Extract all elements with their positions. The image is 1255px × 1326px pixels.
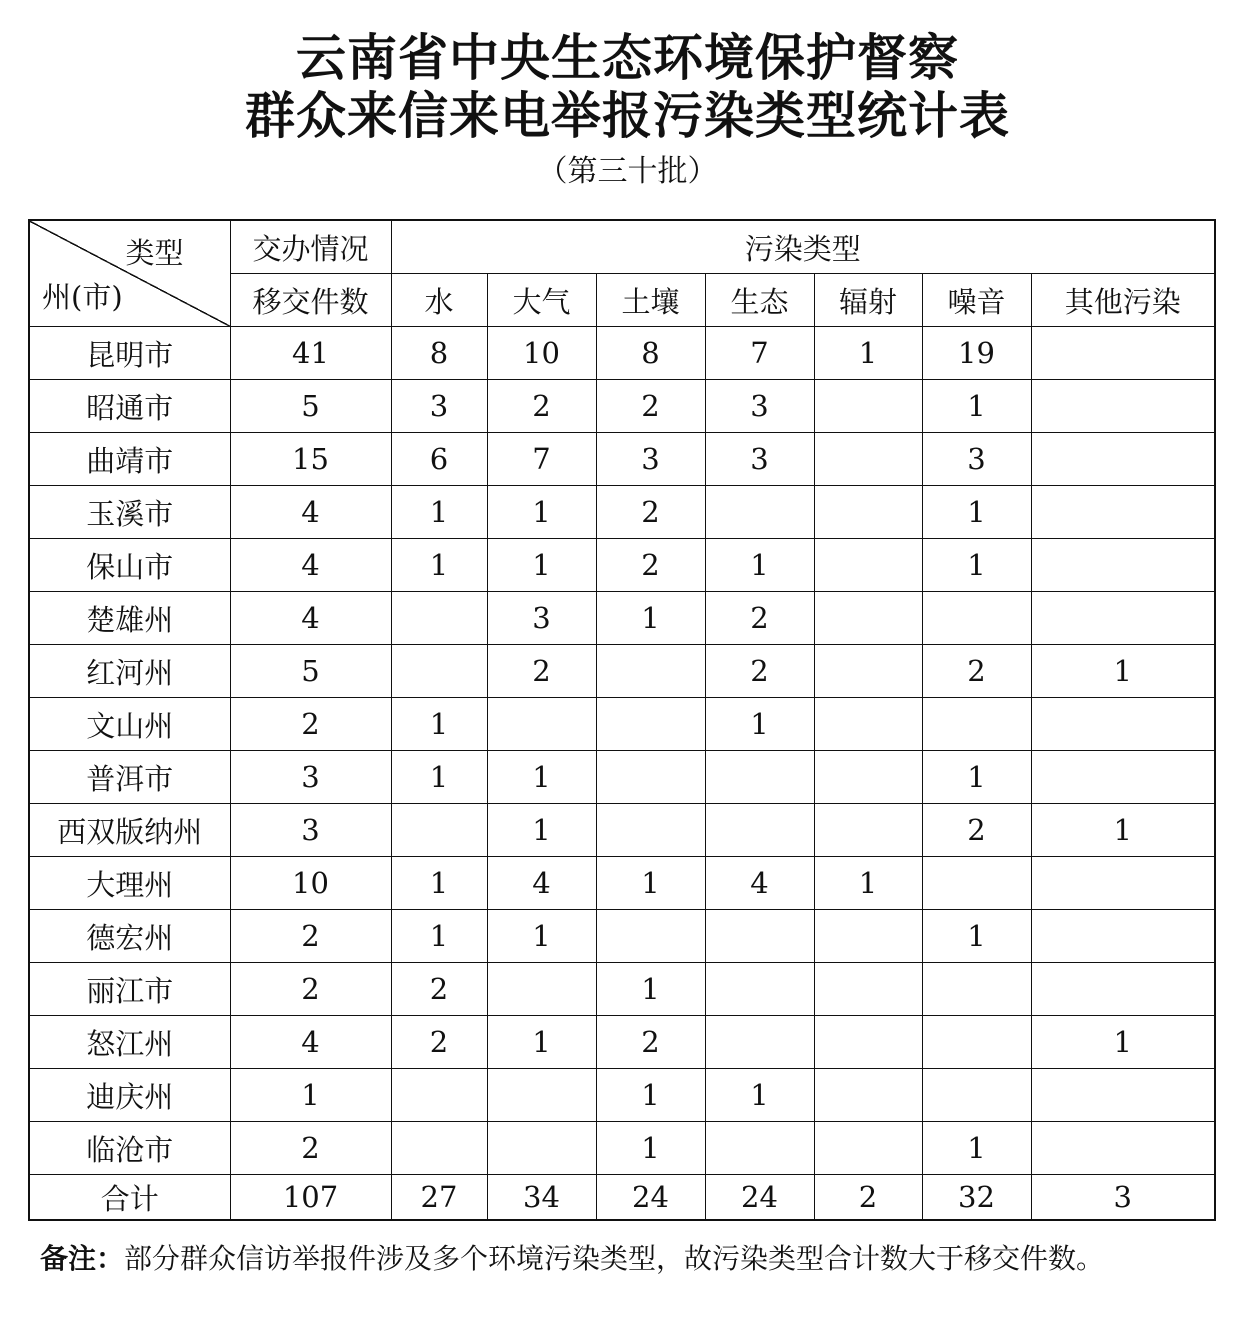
region-name: 德宏州 [29,910,230,963]
value-cell: 1 [391,910,487,963]
region-name: 曲靖市 [29,433,230,486]
header-assign-group: 交办情况 [230,220,391,274]
header-region-label: 州(市) [42,280,123,314]
table-row [29,645,1215,698]
value-cell: 1 [1031,645,1215,698]
total-row [29,1175,1215,1221]
page-title-line1: 云南省中央生态环境保护督察 [296,29,959,87]
value-cell: 3 [705,433,814,486]
value-cell: 1 [596,592,705,645]
value-cell: 4 [230,1016,391,1069]
value-cell: 34 [487,1175,596,1221]
value-cell: 1 [391,857,487,910]
region-name: 怒江州 [29,1016,230,1069]
value-cell: 1 [1031,1016,1215,1069]
value-cell [814,433,922,486]
value-cell [391,592,487,645]
value-cell: 1 [391,486,487,539]
value-cell: 2 [487,645,596,698]
value-cell: 2 [705,592,814,645]
diagonal-header-cell [29,220,230,327]
table-row [29,327,1215,380]
value-cell: 4 [230,592,391,645]
value-cell [922,857,1031,910]
value-cell [814,1069,922,1122]
value-cell: 2 [230,1122,391,1175]
value-cell: 1 [487,804,596,857]
table-row [29,1069,1215,1122]
value-cell [705,804,814,857]
value-cell [596,698,705,751]
footnote-label: 备注： [40,1242,125,1275]
value-cell [596,804,705,857]
value-cell: 8 [596,327,705,380]
header-col-ecology: 生态 [705,274,814,327]
value-cell [922,1069,1031,1122]
value-cell [922,963,1031,1016]
value-cell: 27 [391,1175,487,1221]
value-cell [814,1122,922,1175]
region-name: 昆明市 [29,327,230,380]
value-cell: 4 [230,486,391,539]
value-cell: 1 [596,963,705,1016]
table-row [29,804,1215,857]
region-name: 合计 [29,1175,230,1221]
value-cell: 7 [487,433,596,486]
value-cell: 2 [230,698,391,751]
value-cell: 1 [596,1069,705,1122]
value-cell [1031,327,1215,380]
value-cell [487,1069,596,1122]
value-cell [814,486,922,539]
value-cell: 1 [487,486,596,539]
value-cell: 4 [705,857,814,910]
value-cell: 1 [1031,804,1215,857]
value-cell [1031,1122,1215,1175]
value-cell [1031,751,1215,804]
table-row [29,1016,1215,1069]
value-cell: 2 [230,963,391,1016]
value-cell: 5 [230,645,391,698]
value-cell [814,698,922,751]
value-cell [1031,1069,1215,1122]
table-row [29,539,1215,592]
region-name: 迪庆州 [29,1069,230,1122]
value-cell: 2 [922,804,1031,857]
value-cell: 2 [391,1016,487,1069]
table-row [29,751,1215,804]
value-cell [596,910,705,963]
value-cell [705,1016,814,1069]
value-cell [1031,963,1215,1016]
value-cell [1031,698,1215,751]
region-name: 文山州 [29,698,230,751]
region-name: 保山市 [29,539,230,592]
header-col-other: 其他污染 [1031,274,1215,327]
table-row [29,433,1215,486]
page-subtitle: （第三十批） [537,154,718,189]
value-cell [596,645,705,698]
header-assign-count: 移交件数 [230,274,391,327]
value-cell [391,1122,487,1175]
value-cell: 32 [922,1175,1031,1221]
value-cell: 10 [487,327,596,380]
value-cell: 1 [705,539,814,592]
value-cell: 1 [487,751,596,804]
value-cell: 3 [1031,1175,1215,1221]
value-cell [814,592,922,645]
value-cell [1031,433,1215,486]
footnote [40,1236,1104,1282]
value-cell: 1 [922,910,1031,963]
value-cell: 41 [230,327,391,380]
value-cell [1031,539,1215,592]
region-name: 西双版纳州 [29,804,230,857]
value-cell: 1 [391,698,487,751]
value-cell: 1 [391,751,487,804]
value-cell: 1 [922,539,1031,592]
value-cell: 19 [922,327,1031,380]
region-name: 丽江市 [29,963,230,1016]
value-cell [391,804,487,857]
value-cell: 7 [705,327,814,380]
value-cell [922,698,1031,751]
value-cell: 2 [391,963,487,1016]
value-cell: 2 [596,539,705,592]
table-row [29,698,1215,751]
value-cell: 3 [596,433,705,486]
table-row [29,486,1215,539]
page-title-line2: 群众来信来电举报污染类型统计表 [245,87,1010,145]
value-cell [814,645,922,698]
value-cell [487,698,596,751]
value-cell: 1 [230,1069,391,1122]
value-cell: 1 [705,698,814,751]
region-name: 玉溪市 [29,486,230,539]
table-row [29,910,1215,963]
value-cell: 2 [814,1175,922,1221]
value-cell [922,592,1031,645]
value-cell [814,804,922,857]
value-cell: 1 [391,539,487,592]
value-cell [814,380,922,433]
value-cell: 3 [487,592,596,645]
table-row [29,963,1215,1016]
value-cell: 2 [705,645,814,698]
value-cell [705,1122,814,1175]
value-cell: 1 [922,751,1031,804]
region-name: 红河州 [29,645,230,698]
value-cell: 1 [922,1122,1031,1175]
value-cell [814,1016,922,1069]
region-name: 楚雄州 [29,592,230,645]
value-cell: 5 [230,380,391,433]
value-cell [1031,380,1215,433]
value-cell: 8 [391,327,487,380]
region-name: 昭通市 [29,380,230,433]
value-cell [1031,486,1215,539]
value-cell [705,963,814,1016]
region-name: 普洱市 [29,751,230,804]
value-cell: 3 [391,380,487,433]
value-cell [1031,910,1215,963]
value-cell: 2 [596,1016,705,1069]
value-cell [596,751,705,804]
value-cell [705,486,814,539]
value-cell: 3 [230,804,391,857]
header-pollution-group: 污染类型 [391,220,1215,274]
value-cell: 3 [230,751,391,804]
value-cell: 1 [487,1016,596,1069]
header-col-noise: 噪音 [922,274,1031,327]
value-cell [814,963,922,1016]
value-cell: 1 [814,857,922,910]
value-cell: 6 [391,433,487,486]
table-row [29,1122,1215,1175]
value-cell: 24 [705,1175,814,1221]
table-row [29,592,1215,645]
value-cell [1031,857,1215,910]
value-cell: 4 [230,539,391,592]
header-row-1 [29,220,1215,274]
value-cell: 1 [814,327,922,380]
value-cell: 2 [230,910,391,963]
value-cell: 1 [596,857,705,910]
value-cell [705,910,814,963]
value-cell: 10 [230,857,391,910]
value-cell: 24 [596,1175,705,1221]
value-cell: 2 [596,486,705,539]
value-cell [1031,592,1215,645]
header-col-water: 水 [391,274,487,327]
value-cell: 15 [230,433,391,486]
value-cell: 1 [705,1069,814,1122]
region-name: 临沧市 [29,1122,230,1175]
value-cell [814,539,922,592]
header-col-air: 大气 [487,274,596,327]
value-cell [814,910,922,963]
value-cell: 1 [487,910,596,963]
value-cell: 2 [596,380,705,433]
value-cell: 1 [922,486,1031,539]
footnote-text: 部分群众信访举报件涉及多个环境污染类型，故污染类型合计数大于移交件数。 [124,1242,1105,1275]
value-cell: 107 [230,1175,391,1221]
header-type-label: 类型 [125,236,184,270]
table-row [29,857,1215,910]
value-cell: 3 [705,380,814,433]
value-cell [487,963,596,1016]
header-col-soil: 土壤 [596,274,705,327]
value-cell [922,1016,1031,1069]
value-cell: 3 [922,433,1031,486]
region-name: 大理州 [29,857,230,910]
statistics-table [28,219,1216,1221]
value-cell: 4 [487,857,596,910]
header-col-radiation: 辐射 [814,274,922,327]
value-cell [814,751,922,804]
value-cell [391,645,487,698]
value-cell [705,751,814,804]
value-cell: 2 [922,645,1031,698]
value-cell: 1 [487,539,596,592]
value-cell: 2 [487,380,596,433]
value-cell [487,1122,596,1175]
value-cell [391,1069,487,1122]
value-cell: 1 [596,1122,705,1175]
table-row [29,380,1215,433]
value-cell: 1 [922,380,1031,433]
